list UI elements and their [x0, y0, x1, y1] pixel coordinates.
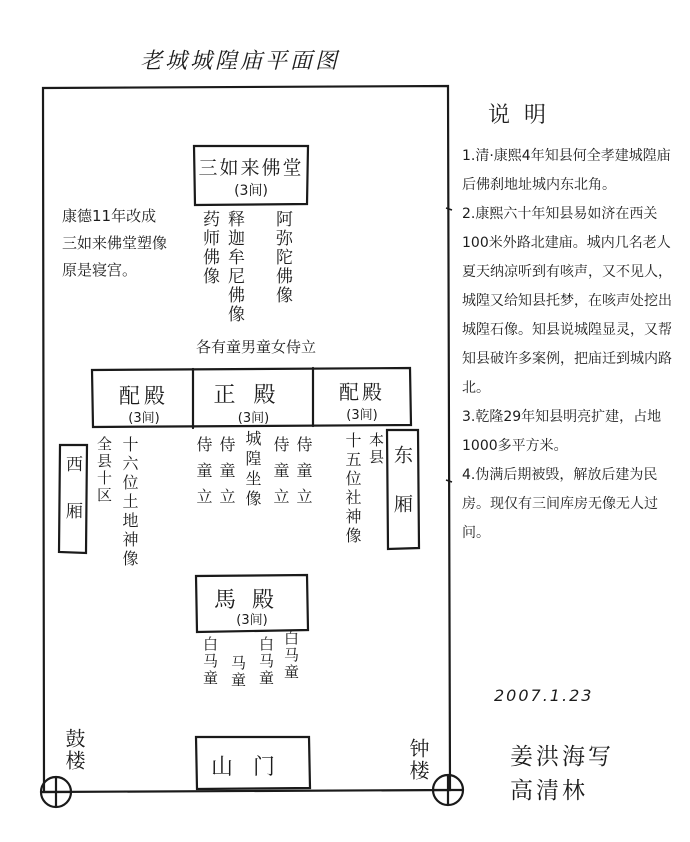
attendant-2: 侍童立: [217, 436, 236, 514]
note-3: 3.乾隆29年知县明亮扩建，占地1000多平方米。: [462, 409, 662, 454]
left-note-line-1: 康德11年改成: [62, 207, 157, 225]
statue-shijia: 释迦牟尼佛像: [224, 210, 244, 324]
notes-list: [462, 142, 682, 548]
left-side-hall-rooms: (3间): [128, 411, 160, 426]
author-1: 姜洪海写: [510, 744, 614, 770]
east-column-b: 十五位社神像: [343, 432, 362, 546]
sanru-hall-rooms: (3间): [234, 183, 268, 199]
note-date: 2007.1.23: [494, 686, 594, 705]
attendant-3: 侍童立: [271, 436, 290, 514]
note-4: 4.伪满后期被毁，解放后建为民房。现仅有三间库房无像无人过问。: [462, 467, 658, 541]
chenghuang-statue: 城隍坐像: [243, 430, 262, 510]
drum-tower-label: 鼓楼: [62, 728, 86, 772]
west-column-b: 十六位土地神像: [120, 436, 139, 569]
gate-label: 山门: [210, 755, 295, 780]
right-side-hall-name: 配殿: [339, 380, 385, 404]
left-note-line-3: 原是寝宫。: [62, 261, 138, 279]
author-2: 高清林: [510, 778, 588, 804]
main-hall-name: 正殿: [213, 383, 294, 408]
left-note-line-2: 三如来佛堂塑像: [62, 234, 168, 252]
attendant-1: 侍童立: [194, 436, 213, 514]
notes-heading: 说明: [488, 103, 561, 128]
east-wing-label: 东厢: [391, 445, 413, 543]
right-side-hall-rooms: (3间): [346, 408, 378, 423]
west-column-a: 全县十区: [95, 436, 113, 504]
bell-tower-label: 钟楼: [406, 738, 430, 782]
diagram-title: 老城城隍庙平面图: [140, 49, 341, 74]
horse-hall-name: 馬殿: [213, 588, 290, 613]
horse-hall-rooms: (3间): [236, 613, 268, 628]
horse-statue-2: 马童: [229, 655, 247, 689]
note-2: 2.康熙六十年知县易如济在西关100米外路北建庙。城内几名老人夏天纳凉听到有咳声，又不见人，城隍又给知县托梦，在咳声处挖出城隍石像。知县说城隍显灵，又帮知县破许多案例，把庙迁到城内路北。: [462, 206, 672, 396]
attendants-line: 各有童男童女侍立: [196, 338, 317, 356]
attendant-4: 侍童立: [294, 436, 313, 514]
horse-statue-4: 白马童: [282, 630, 300, 681]
horse-statue-1: 白马童: [201, 636, 219, 687]
west-wing-label: 西厢: [62, 455, 82, 549]
note-1: 1.清·康熙4年知县何全孝建城隍庙后佛刹地址城内东北角。: [462, 148, 671, 193]
statue-yaoshi: 药师佛像: [199, 210, 219, 286]
main-hall-rooms: (3间): [237, 411, 270, 426]
horse-statue-3: 白马童: [257, 636, 275, 687]
sanru-hall-name: 三如来佛堂: [198, 157, 304, 179]
left-side-hall-name: 配殿: [119, 384, 169, 408]
statue-amituo: 阿弥陀佛像: [272, 210, 292, 305]
east-column-a: 本县: [367, 432, 385, 466]
